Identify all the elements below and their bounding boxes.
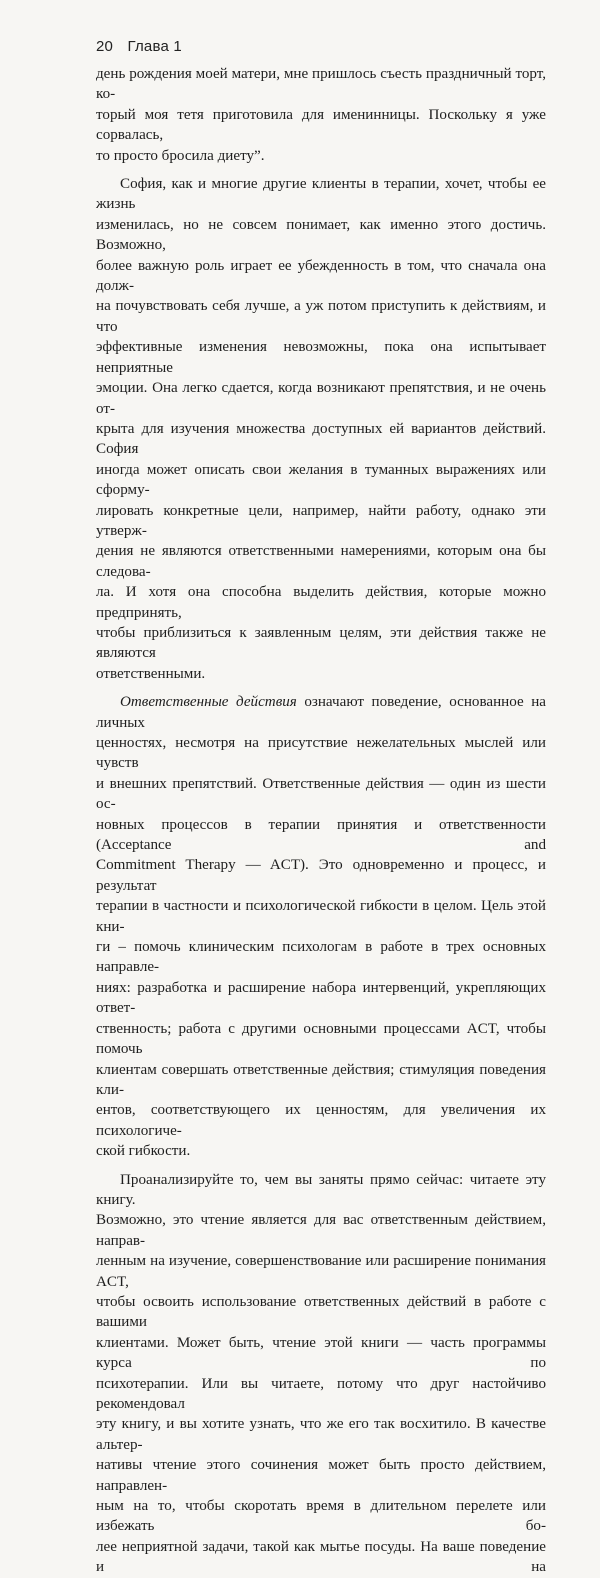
text-line: ги – помочь клиническим психологам в работе в трех основных направле-: [96, 939, 546, 976]
page-number: 20: [96, 38, 114, 55]
text-line: София, как и многие другие клиенты в терапии, хочет, чтобы ее жизнь: [96, 176, 546, 213]
body-text: [96, 64, 546, 1578]
paragraph: [96, 1170, 546, 1578]
text-line: терапии в частности и психологической гибкости в целом. Цель этой кни-: [96, 898, 546, 935]
text-line: Возможно, это чтение является для вас ответственным действием, направ-: [96, 1212, 546, 1249]
text-line: день рождения моей матери, мне пришлось съесть праздничный торт, ко-: [96, 66, 546, 103]
text-line: новных процессов в терапии принятия и ответственности (Acceptance and: [96, 816, 546, 854]
text-line: клиентам совершать ответственные действия; стимуляция поведения кли-: [96, 1061, 546, 1098]
text-line: ской гибкости.: [96, 1143, 191, 1160]
text-line: эффективные изменения невозможны, пока она испытывает неприятные: [96, 339, 546, 376]
text-line: Проанализируйте то, чем вы заняты прямо сейчас: читаете эту книгу.: [96, 1171, 546, 1208]
text-line: нативы чтение этого сочинения может быть просто действием, направлен-: [96, 1457, 546, 1494]
text-line: ниях: разработка и расширение набора интервенций, укрепляющих ответ-: [96, 979, 546, 1017]
text-line: лировать конкретные цели, например, найти работу, однако эти утверж-: [96, 502, 546, 539]
chapter-title: Глава 1: [127, 38, 182, 55]
text-line: более важную роль играет ее убежденность в том, что сначала она долж-: [96, 257, 546, 295]
text-line: Ответственные действия означают поведение, основанное на личных: [96, 694, 546, 731]
text-line: ла. И хотя она способна выделить действия, которые можно предпринять,: [96, 584, 546, 621]
paragraph: [96, 174, 546, 684]
text-line: на почувствовать себя лучше, а уж потом приступить к действиям, и что: [96, 298, 546, 335]
text-line: ственность; работа с другими основными процессами ACT, чтобы помочь: [96, 1020, 546, 1058]
text-line: Commitment Therapy — ACT). Это одновременно и процесс, и результат: [96, 857, 546, 894]
paragraph: [96, 64, 546, 166]
text-line: крыта для изучения множества доступных ей вариантов действий. София: [96, 420, 546, 458]
text-line: лее неприятной задачи, такой как мытье посуды. На ваше поведение и на: [96, 1538, 546, 1576]
text-line: то просто бросила диету”.: [96, 147, 265, 164]
text-line: ответственными.: [96, 665, 206, 682]
text-line: эту книгу, и вы хотите узнать, что же его так восхитило. В качестве альтер-: [96, 1416, 546, 1453]
text-line: ным на то, чтобы скоротать время в длительном перелете или избежать бо-: [96, 1498, 546, 1535]
text-line: и внешних препятствий. Ответственные действия — один из шести ос-: [96, 775, 546, 813]
italic-term: Ответственные действия: [120, 694, 297, 711]
text-line: эмоции. Она легко сдается, когда возникают препятствия, и не очень от-: [96, 380, 546, 417]
text-line: чтобы освоить использование ответственных действий в работе с вашими: [96, 1293, 546, 1331]
text-line: клиентами. Может быть, чтение этой книги — часть программы курса по: [96, 1334, 546, 1372]
page-header: [96, 38, 182, 55]
text-line: психотерапии. Или вы читаете, потому что друг настойчиво рекомендовал: [96, 1375, 546, 1412]
text-line: чтобы приблизиться к заявленным целям, эти действия также не являются: [96, 624, 546, 662]
text-line: изменилась, но не совсем понимает, как именно этого достичь. Возможно,: [96, 216, 546, 254]
paragraph: [96, 692, 546, 1161]
text-line: ленным на изучение, совершенствование или расширение понимания ACT,: [96, 1253, 546, 1290]
text-line: иногда может описать свои желания в туманных выражениях или сформу-: [96, 461, 546, 499]
text-line: ентов, соответствующего их ценностям, для увеличения их психологиче-: [96, 1102, 546, 1139]
text-line: торый моя тетя приготовила для именинницы. Поскольку я уже сорвалась,: [96, 106, 546, 144]
text-line: дения не являются ответственными намерениями, которым она бы следова-: [96, 543, 546, 580]
text-line: ценностях, несмотря на присутствие нежелательных мыслей или чувств: [96, 735, 546, 772]
